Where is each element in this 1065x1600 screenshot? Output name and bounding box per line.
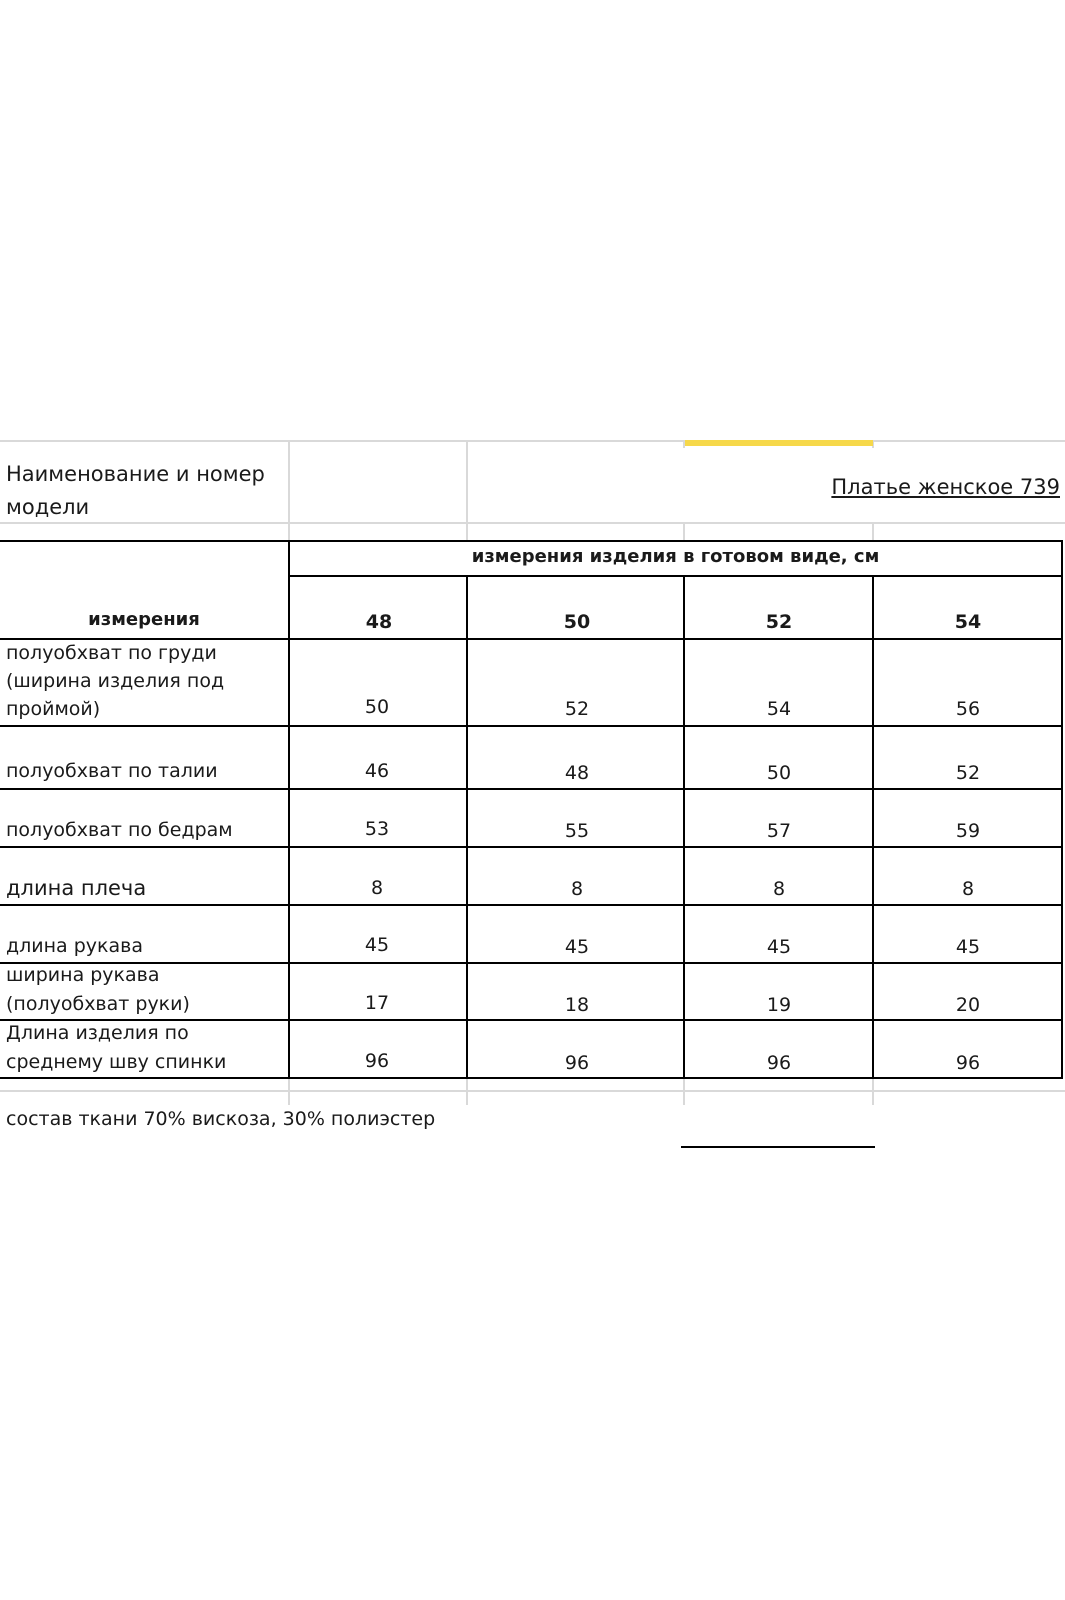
table-cell: 17	[364, 992, 390, 1014]
gridline	[0, 1090, 1065, 1092]
table-cell: 96	[766, 1052, 792, 1074]
selected-cell-highlight	[685, 440, 873, 446]
measurements-table	[0, 540, 1063, 1074]
row-label: полуобхват по бедрам	[6, 819, 233, 841]
table-cell: 52	[955, 762, 981, 784]
table-cell: 45	[955, 936, 981, 958]
table-cell: 45	[364, 934, 390, 956]
table-cell: 96	[564, 1052, 590, 1074]
table-cell: 55	[564, 820, 590, 842]
table-cell: 52	[564, 698, 590, 720]
table-cell: 53	[364, 818, 390, 840]
row-label: длина плеча	[6, 876, 147, 900]
row-label	[6, 961, 246, 1019]
fabric-composition: состав ткани 70% вискоза, 30% полиэстер	[6, 1108, 436, 1130]
table-cell: 20	[955, 994, 981, 1016]
table-cell: 45	[564, 936, 590, 958]
row-label-text: Длина изделия по среднему шву спинки	[6, 1022, 227, 1073]
table-cell: 50	[766, 762, 792, 784]
gridline	[288, 440, 290, 540]
table-cell: 8	[961, 878, 975, 900]
table-cell: 8	[772, 878, 786, 900]
model-title-label: Наименование и номер модели	[6, 462, 265, 519]
size-header: 48	[365, 611, 393, 633]
table-cell: 96	[364, 1050, 390, 1072]
table-cell: 56	[955, 698, 981, 720]
gridline	[872, 522, 874, 540]
gridline	[466, 440, 468, 540]
table-cell: 19	[766, 994, 792, 1016]
table-cell: 18	[564, 994, 590, 1016]
size-header: 54	[954, 611, 982, 633]
row-label	[6, 1019, 246, 1077]
row-label	[6, 639, 276, 723]
row-label: длина рукава	[6, 935, 143, 957]
group-header: измерения изделия в готовом виде, см	[471, 546, 880, 567]
table-cell: 48	[564, 762, 590, 784]
gridline	[683, 522, 685, 540]
table-cell: 8	[570, 878, 584, 900]
size-header: 50	[563, 611, 591, 633]
model-name: Платье женское 739	[831, 475, 1060, 499]
table-cell: 8	[370, 877, 384, 899]
table-cell: 96	[955, 1052, 981, 1074]
gridline	[0, 440, 1065, 442]
table-cell: 50	[364, 696, 390, 718]
row-label-text: ширина рукава (полуобхват руки)	[6, 964, 190, 1015]
size-header: 52	[765, 611, 793, 633]
signature-line	[681, 1146, 875, 1148]
table-cell: 57	[766, 820, 792, 842]
row-label-text: полуобхват по груди (ширина изделия под проймой)	[6, 642, 225, 720]
table-cell: 59	[955, 820, 981, 842]
table-cell: 45	[766, 936, 792, 958]
table-cell: 54	[766, 698, 792, 720]
measure-header: измерения	[88, 609, 200, 630]
table-cell: 46	[364, 760, 390, 782]
row-label: полуобхват по талии	[6, 760, 218, 782]
spreadsheet-area	[0, 440, 1065, 1155]
